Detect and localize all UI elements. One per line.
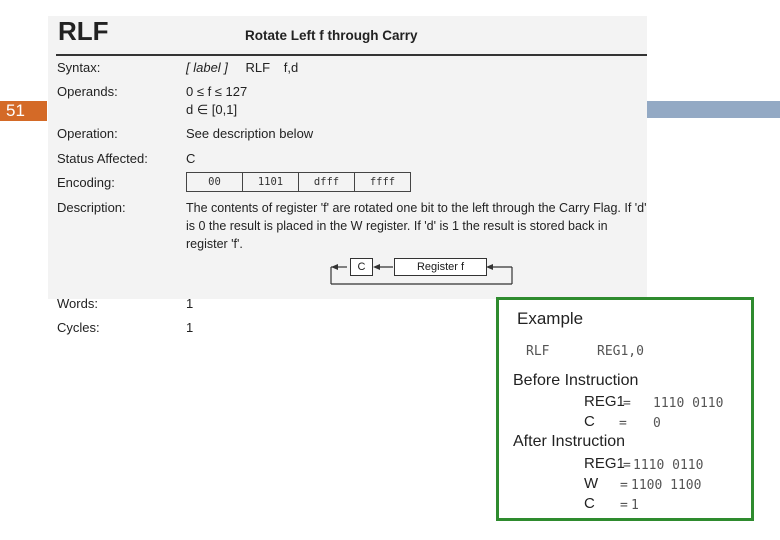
after-c-value: 1 <box>631 498 639 513</box>
syntax-value <box>186 60 298 75</box>
before-reg-eq: = <box>623 396 631 411</box>
encoding-cell: 1101 <box>243 173 299 192</box>
after-c-eq: = <box>620 498 628 513</box>
slide-number: 51 <box>0 101 47 121</box>
encoding-cell: ffff <box>355 173 411 192</box>
status-label: Status Affected: <box>57 151 148 166</box>
after-w-name: W <box>584 475 599 492</box>
syntax-label-part: [ label ] <box>186 60 228 75</box>
before-heading: Before Instruction <box>513 372 639 389</box>
example-title: Example <box>517 309 584 328</box>
encoding-cell: dfff <box>299 173 355 192</box>
header-divider <box>56 54 647 56</box>
before-reg-name: REG1 <box>584 393 625 410</box>
after-w-eq: = <box>620 478 628 493</box>
carry-box: C <box>350 258 373 276</box>
words-label: Words: <box>57 296 98 311</box>
syntax-args: f,d <box>283 60 299 75</box>
instruction-title: Rotate Left f through Carry <box>245 28 418 43</box>
example-code-args: REG1,0 <box>597 344 644 359</box>
description-label: Description: <box>57 200 126 215</box>
operation-value: See description below <box>186 126 314 141</box>
before-reg-value: 1110 0110 <box>653 396 724 411</box>
instruction-page <box>48 16 647 311</box>
operation-label: Operation: <box>57 126 118 141</box>
operands-label: Operands: <box>57 84 118 99</box>
after-w-value: 1100 1100 <box>631 478 702 493</box>
after-reg-eq: = <box>623 458 631 473</box>
cycles-value: 1 <box>186 320 194 335</box>
encoding-cell: 00 <box>187 173 243 192</box>
after-heading: After Instruction <box>513 433 626 450</box>
before-c-value: 0 <box>653 416 661 431</box>
operands-line-1: 0 ≤ f ≤ 127 <box>186 84 248 99</box>
example-code-op: RLF <box>526 344 550 359</box>
slide-accent-bar <box>647 101 780 118</box>
after-reg-value: 1110 0110 <box>633 458 704 473</box>
before-c-eq: = <box>619 416 627 431</box>
description-text: The contents of register 'f' are rotated one bit to the left through the Carry Flag. If 'd' is 0 the result is placed in the W register. If 'd' is 1 the result is stored back in register 'f'. <box>186 201 647 251</box>
example-box <box>496 297 754 521</box>
after-reg-name: REG1 <box>584 455 625 472</box>
syntax-label: Syntax: <box>57 60 101 75</box>
cycles-label: Cycles: <box>57 320 100 335</box>
syntax-mnemonic: RLF <box>245 60 271 75</box>
register-f-box: Register f <box>394 258 487 276</box>
status-value: C <box>186 151 196 166</box>
operands-line-2: d ∈ [0,1] <box>186 102 238 117</box>
instruction-mnemonic: RLF <box>58 16 109 46</box>
encoding-table <box>186 172 411 192</box>
words-value: 1 <box>186 296 194 311</box>
after-c-name: C <box>584 495 595 512</box>
encoding-label: Encoding: <box>57 175 115 190</box>
before-c-name: C <box>584 413 595 430</box>
